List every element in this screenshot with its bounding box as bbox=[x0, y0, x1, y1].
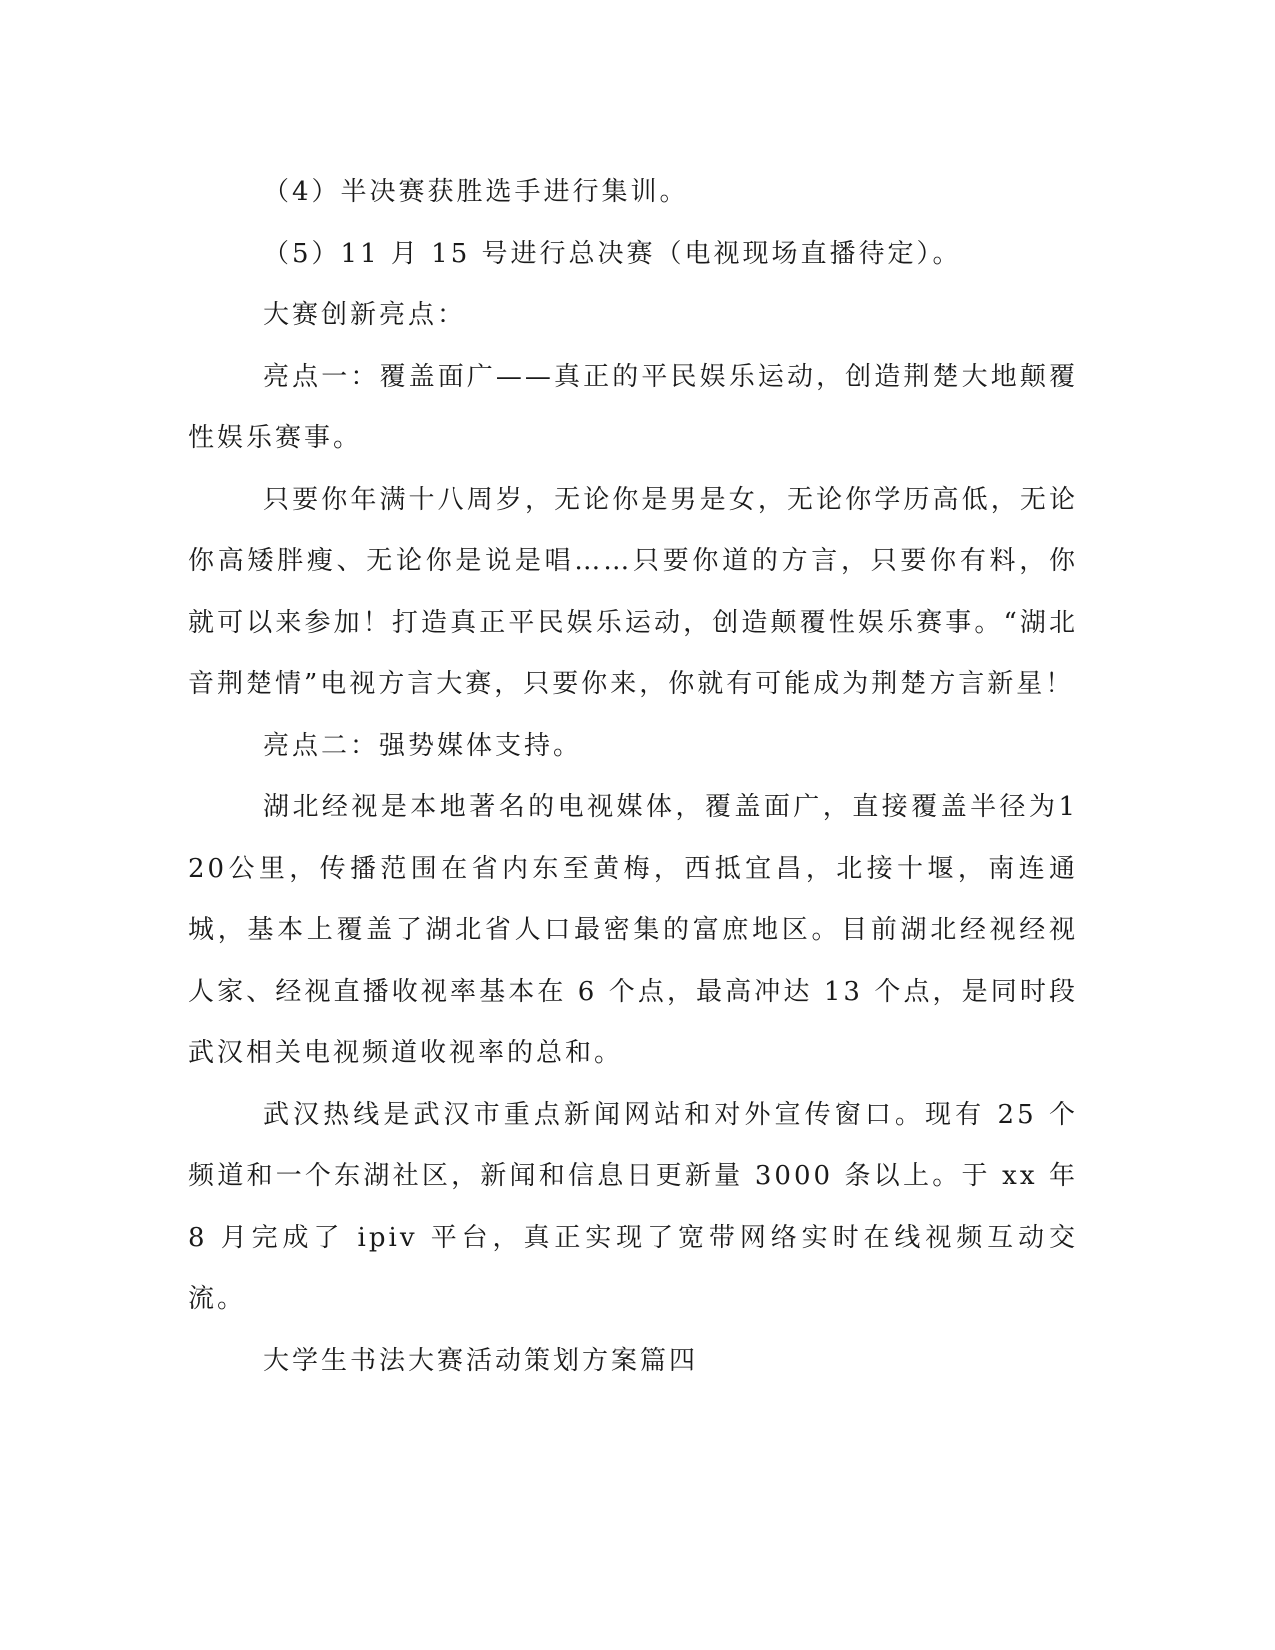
document-body bbox=[188, 162, 1078, 1392]
paragraph-final-date: （5）11 月 15 号进行总决赛（电视现场直播待定）。 bbox=[263, 238, 962, 269]
paragraph-hubei-tv: 湖北经视是本地著名的电视媒体，覆盖面广，直接覆盖半径为120公里，传播范围在省内东至黄梅，西抵宜昌，北接十堰，南连通城，基本上覆盖了湖北省人口最密集的富庶地区。目前湖北经视经视人家、经视直播收视率基本在 6 个点，最高冲达 13 个点，是同时段武汉相关电视频道收视率的总和。 bbox=[188, 792, 1078, 1068]
section-title-part-four: 大学生书法大赛活动策划方案篇四 bbox=[263, 1345, 699, 1376]
paragraph-participation: 只要你年满十八周岁，无论你是男是女，无论你学历高低，无论你高矮胖瘦、无论你是说是唱……只要你道的方言，只要你有料，你就可以来参加！打造真正平民娱乐运动，创造颠覆性娱乐赛事。“湖北音荆楚情”电视方言大赛，只要你来，你就有可能成为荆楚方言新星！ bbox=[188, 484, 1078, 699]
paragraph-semifinal-training: （4）半决赛获胜选手进行集训。 bbox=[263, 177, 689, 207]
section-heading-highlights: 大赛创新亮点： bbox=[263, 300, 467, 330]
paragraph-highlight-two: 亮点二：强势媒体支持。 bbox=[263, 730, 583, 761]
paragraph-highlight-one: 亮点一：覆盖面广——真正的平民娱乐运动，创造荆楚大地颠覆性娱乐赛事。 bbox=[188, 361, 1078, 453]
paragraph-wuhan-hotline: 武汉热线是武汉市重点新闻网站和对外宣传窗口。现有 25 个频道和一个东湖社区，新闻和信息日更新量 3000 条以上。于 xx 年 8 月完成了 ipiv 平台，真正实现了宽带网络实时在线视频互动交流。 bbox=[188, 1099, 1078, 1314]
